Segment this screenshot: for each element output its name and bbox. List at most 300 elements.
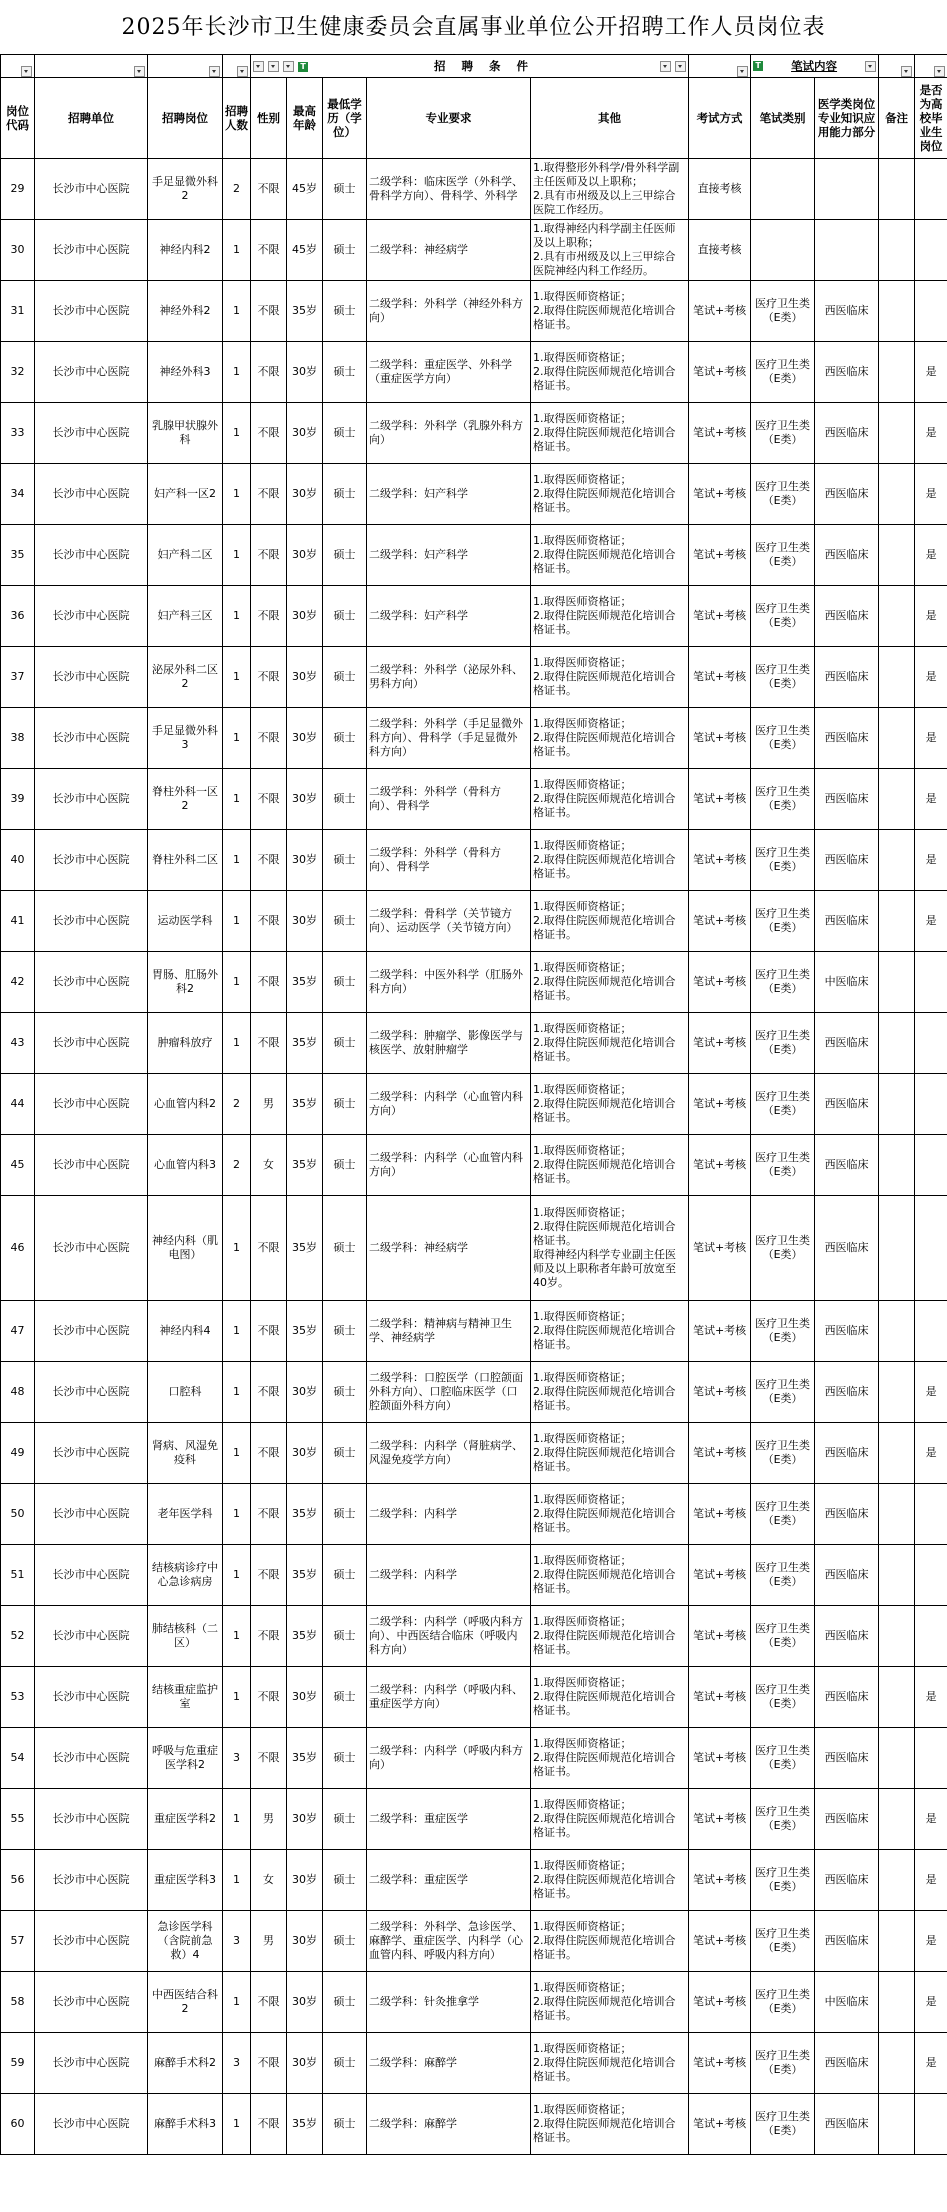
cell-post: 麻醉手术科2	[148, 2033, 223, 2094]
cell-exam-method: 笔试+考核	[689, 586, 751, 647]
cell-gender: 不限	[251, 2094, 287, 2155]
dropdown-icon[interactable]	[934, 66, 945, 77]
cell-exam-method: 笔试+考核	[689, 1423, 751, 1484]
cell-age: 35岁	[287, 1013, 323, 1074]
cell-code: 49	[1, 1423, 35, 1484]
cell-post: 急诊医学科（含院前急救）4	[148, 1911, 223, 1972]
cell-fresh-grad: 是	[915, 1911, 947, 1972]
dropdown-icon[interactable]	[134, 66, 145, 77]
col-header-degree: 最低学历（学位）	[323, 78, 367, 159]
cell-other: 1.取得医师资格证； 2.取得住院医师规范化培训合格证书。	[531, 1728, 689, 1789]
cell-written-type: 医疗卫生类（E类）	[751, 952, 815, 1013]
cell-post: 乳腺甲状腺外科	[148, 403, 223, 464]
cell-exam-method: 笔试+考核	[689, 1301, 751, 1362]
cell-age: 35岁	[287, 1196, 323, 1301]
cell-major: 二级学科：麻醉学	[367, 2094, 531, 2155]
cell-count: 2	[223, 1074, 251, 1135]
cell-gender: 不限	[251, 281, 287, 342]
cell-unit: 长沙市中心医院	[35, 1972, 148, 2033]
cell-gender: 不限	[251, 1545, 287, 1606]
cell-other: 1.取得医师资格证； 2.取得住院医师规范化培训合格证书。	[531, 952, 689, 1013]
cell-degree: 硕士	[323, 1196, 367, 1301]
cell-post: 肾病、风湿免疫科	[148, 1423, 223, 1484]
filter-cell-grad	[915, 55, 947, 78]
cell-written-type: 医疗卫生类（E类）	[751, 1135, 815, 1196]
cell-written-type	[751, 220, 815, 281]
dropdown-icon[interactable]	[268, 61, 279, 72]
cell-other: 1.取得医师资格证； 2.取得住院医师规范化培训合格证书。	[531, 708, 689, 769]
table-row	[1, 1423, 947, 1484]
cell-code: 36	[1, 586, 35, 647]
cell-gender: 不限	[251, 1301, 287, 1362]
cell-code: 35	[1, 525, 35, 586]
cell-degree: 硕士	[323, 1911, 367, 1972]
cell-remark	[879, 1301, 915, 1362]
cell-other: 1.取得医师资格证； 2.取得住院医师规范化培训合格证书。	[531, 1074, 689, 1135]
cell-fresh-grad: 是	[915, 464, 947, 525]
cell-remark	[879, 1545, 915, 1606]
cell-degree: 硕士	[323, 1972, 367, 2033]
table-row	[1, 1667, 947, 1728]
dropdown-icon[interactable]	[737, 66, 748, 77]
cell-count: 1	[223, 1789, 251, 1850]
cell-written-type: 医疗卫生类（E类）	[751, 281, 815, 342]
cell-medical-part: 西医临床	[815, 1789, 879, 1850]
cell-code: 53	[1, 1667, 35, 1728]
cell-degree: 硕士	[323, 464, 367, 525]
cell-fresh-grad	[915, 952, 947, 1013]
cell-count: 1	[223, 1545, 251, 1606]
col-header-post: 招聘岗位	[148, 78, 223, 159]
table-row	[1, 1606, 947, 1667]
cell-age: 30岁	[287, 891, 323, 952]
cell-code: 42	[1, 952, 35, 1013]
cell-written-type: 医疗卫生类（E类）	[751, 525, 815, 586]
filter-cell-unit	[35, 55, 148, 78]
cell-code: 47	[1, 1301, 35, 1362]
cell-exam-method: 直接考核	[689, 159, 751, 220]
cell-medical-part: 西医临床	[815, 1850, 879, 1911]
cell-unit: 长沙市中心医院	[35, 1728, 148, 1789]
cell-post: 神经内科2	[148, 220, 223, 281]
cell-count: 1	[223, 342, 251, 403]
cell-medical-part: 西医临床	[815, 1484, 879, 1545]
col-header-code: 岗位代码	[1, 78, 35, 159]
cell-fresh-grad: 是	[915, 525, 947, 586]
cell-written-type: 医疗卫生类（E类）	[751, 1013, 815, 1074]
cell-exam-method: 笔试+考核	[689, 1074, 751, 1135]
table-row	[1, 1362, 947, 1423]
cell-post: 神经外科2	[148, 281, 223, 342]
cell-medical-part: 西医临床	[815, 769, 879, 830]
cell-count: 2	[223, 159, 251, 220]
cell-major: 二级学科：外科学（泌尿外科、男科方向）	[367, 647, 531, 708]
cell-remark	[879, 647, 915, 708]
cell-count: 1	[223, 769, 251, 830]
cell-age: 35岁	[287, 1606, 323, 1667]
cell-post: 妇产科二区	[148, 525, 223, 586]
cell-fresh-grad: 是	[915, 891, 947, 952]
table-row	[1, 830, 947, 891]
cell-medical-part: 西医临床	[815, 1362, 879, 1423]
cell-gender: 不限	[251, 2033, 287, 2094]
cell-code: 39	[1, 769, 35, 830]
cell-unit: 长沙市中心医院	[35, 1196, 148, 1301]
group-header-conditions	[251, 55, 689, 78]
cell-degree: 硕士	[323, 1728, 367, 1789]
cell-written-type: 医疗卫生类（E类）	[751, 586, 815, 647]
cell-degree: 硕士	[323, 769, 367, 830]
cell-exam-method: 笔试+考核	[689, 403, 751, 464]
cell-other: 1.取得医师资格证； 2.取得住院医师规范化培训合格证书。	[531, 403, 689, 464]
cell-count: 1	[223, 1013, 251, 1074]
cell-gender: 不限	[251, 220, 287, 281]
filter-active-icon[interactable]: T	[298, 62, 308, 72]
cell-major: 二级学科：口腔医学（口腔颌面外科方向）、口腔临床医学（口腔颌面外科方向）	[367, 1362, 531, 1423]
dropdown-icon[interactable]	[901, 66, 912, 77]
table-row	[1, 159, 947, 220]
cell-unit: 长沙市中心医院	[35, 2094, 148, 2155]
cell-fresh-grad: 是	[915, 1972, 947, 2033]
cell-fresh-grad: 是	[915, 1850, 947, 1911]
cell-unit: 长沙市中心医院	[35, 1789, 148, 1850]
cell-exam-method: 笔试+考核	[689, 2033, 751, 2094]
filter-cell-post	[148, 55, 223, 78]
cell-remark	[879, 1196, 915, 1301]
cell-major: 二级学科：内科学（呼吸内科方向）、中西医结合临床（呼吸内科方向）	[367, 1606, 531, 1667]
cell-code: 30	[1, 220, 35, 281]
cell-count: 1	[223, 830, 251, 891]
cell-age: 30岁	[287, 1667, 323, 1728]
cell-degree: 硕士	[323, 2094, 367, 2155]
cell-degree: 硕士	[323, 1135, 367, 1196]
cell-remark	[879, 769, 915, 830]
table-row	[1, 1013, 947, 1074]
cell-other: 1.取得医师资格证； 2.取得住院医师规范化培训合格证书。	[531, 1362, 689, 1423]
cell-major: 二级学科：骨科学（关节镜方向）、运动医学（关节镜方向）	[367, 891, 531, 952]
cell-medical-part: 西医临床	[815, 1196, 879, 1301]
cell-gender: 不限	[251, 769, 287, 830]
cell-medical-part: 西医临床	[815, 1423, 879, 1484]
cell-other: 1.取得医师资格证； 2.取得住院医师规范化培训合格证书。	[531, 2094, 689, 2155]
column-header-row	[1, 78, 947, 159]
cell-degree: 硕士	[323, 952, 367, 1013]
table-row	[1, 342, 947, 403]
cell-unit: 长沙市中心医院	[35, 1362, 148, 1423]
cell-fresh-grad: 是	[915, 403, 947, 464]
cell-unit: 长沙市中心医院	[35, 1301, 148, 1362]
cell-unit: 长沙市中心医院	[35, 1911, 148, 1972]
cell-count: 1	[223, 1196, 251, 1301]
cell-other: 1.取得医师资格证； 2.取得住院医师规范化培训合格证书。	[531, 1301, 689, 1362]
cell-post: 重症医学科2	[148, 1789, 223, 1850]
cell-remark	[879, 1423, 915, 1484]
cell-major: 二级学科：麻醉学	[367, 2033, 531, 2094]
table-row	[1, 2094, 947, 2155]
cell-age: 30岁	[287, 1850, 323, 1911]
cell-remark	[879, 952, 915, 1013]
cell-exam-method: 笔试+考核	[689, 1362, 751, 1423]
cell-other: 1.取得医师资格证； 2.取得住院医师规范化培训合格证书。	[531, 830, 689, 891]
cell-unit: 长沙市中心医院	[35, 1074, 148, 1135]
cell-count: 1	[223, 281, 251, 342]
dropdown-icon[interactable]	[21, 66, 32, 77]
cell-medical-part: 西医临床	[815, 403, 879, 464]
cell-degree: 硕士	[323, 1013, 367, 1074]
table-row	[1, 708, 947, 769]
cell-post: 妇产科一区2	[148, 464, 223, 525]
cell-post: 结核病诊疗中心急诊病房	[148, 1545, 223, 1606]
cell-other: 1.取得医师资格证； 2.取得住院医师规范化培训合格证书。	[531, 2033, 689, 2094]
cell-gender: 不限	[251, 159, 287, 220]
cell-medical-part: 西医临床	[815, 1667, 879, 1728]
cell-other: 1.取得医师资格证； 2.取得住院医师规范化培训合格证书。	[531, 1789, 689, 1850]
cell-age: 45岁	[287, 220, 323, 281]
table-row	[1, 769, 947, 830]
cell-written-type: 医疗卫生类（E类）	[751, 2094, 815, 2155]
cell-medical-part	[815, 220, 879, 281]
cell-major: 二级学科：外科学（手足显微外科方向）、骨科学（手足显微外科方向）	[367, 708, 531, 769]
cell-unit: 长沙市中心医院	[35, 1135, 148, 1196]
dropdown-icon[interactable]	[253, 61, 264, 72]
cell-count: 1	[223, 1667, 251, 1728]
cell-major: 二级学科：重症医学	[367, 1850, 531, 1911]
cell-major: 二级学科：内科学	[367, 1484, 531, 1545]
cell-other: 1.取得医师资格证； 2.取得住院医师规范化培训合格证书。	[531, 1606, 689, 1667]
cell-remark	[879, 1074, 915, 1135]
cell-medical-part: 西医临床	[815, 342, 879, 403]
cell-age: 30岁	[287, 1362, 323, 1423]
cell-age: 30岁	[287, 647, 323, 708]
cell-medical-part: 西医临床	[815, 647, 879, 708]
cell-major: 二级学科：内科学（肾脏病学、风湿免疫学方向）	[367, 1423, 531, 1484]
cell-post: 运动医学科	[148, 891, 223, 952]
cell-other: 1.取得医师资格证； 2.取得住院医师规范化培训合格证书。	[531, 647, 689, 708]
cell-major: 二级学科：针灸推拿学	[367, 1972, 531, 2033]
cell-degree: 硕士	[323, 1074, 367, 1135]
cell-code: 54	[1, 1728, 35, 1789]
cell-exam-method: 笔试+考核	[689, 1911, 751, 1972]
cell-medical-part: 西医临床	[815, 1911, 879, 1972]
cell-gender: 男	[251, 1074, 287, 1135]
cell-degree: 硕士	[323, 1362, 367, 1423]
cell-medical-part: 西医临床	[815, 891, 879, 952]
cell-fresh-grad: 是	[915, 1667, 947, 1728]
cell-remark	[879, 586, 915, 647]
cell-medical-part: 西医临床	[815, 1545, 879, 1606]
cell-unit: 长沙市中心医院	[35, 2033, 148, 2094]
cell-exam-method: 笔试+考核	[689, 1196, 751, 1301]
cell-written-type: 医疗卫生类（E类）	[751, 647, 815, 708]
cell-unit: 长沙市中心医院	[35, 586, 148, 647]
cell-count: 1	[223, 586, 251, 647]
cell-major: 二级学科：重症医学、外科学（重症医学方向）	[367, 342, 531, 403]
col-header-unit: 招聘单位	[35, 78, 148, 159]
cell-fresh-grad	[915, 1301, 947, 1362]
table-row	[1, 220, 947, 281]
cell-written-type	[751, 159, 815, 220]
cell-post: 麻醉手术科3	[148, 2094, 223, 2155]
cell-medical-part: 西医临床	[815, 525, 879, 586]
cell-remark	[879, 1135, 915, 1196]
cell-fresh-grad: 是	[915, 586, 947, 647]
cell-count: 1	[223, 708, 251, 769]
cell-major: 二级学科：神经病学	[367, 220, 531, 281]
dropdown-icon[interactable]	[237, 66, 248, 77]
cell-exam-method: 笔试+考核	[689, 464, 751, 525]
cell-unit: 长沙市中心医院	[35, 1850, 148, 1911]
cell-exam-method: 笔试+考核	[689, 708, 751, 769]
cell-post: 重症医学科3	[148, 1850, 223, 1911]
cell-code: 57	[1, 1911, 35, 1972]
cell-count: 3	[223, 1728, 251, 1789]
cell-gender: 不限	[251, 830, 287, 891]
cell-exam-method: 笔试+考核	[689, 1850, 751, 1911]
cell-gender: 不限	[251, 1362, 287, 1423]
col-header-other: 其他	[531, 78, 689, 159]
cell-code: 50	[1, 1484, 35, 1545]
cell-code: 45	[1, 1135, 35, 1196]
cell-other: 1.取得医师资格证； 2.取得住院医师规范化培训合格证书。	[531, 1013, 689, 1074]
cell-major: 二级学科：内科学（呼吸内科方向）	[367, 1728, 531, 1789]
cell-count: 1	[223, 2094, 251, 2155]
cell-exam-method: 笔试+考核	[689, 1545, 751, 1606]
cell-code: 46	[1, 1196, 35, 1301]
table-row	[1, 586, 947, 647]
filter-active-icon[interactable]: T	[753, 61, 763, 71]
cell-gender: 不限	[251, 1423, 287, 1484]
cell-exam-method: 笔试+考核	[689, 2094, 751, 2155]
cell-post: 胃肠、肛肠外科2	[148, 952, 223, 1013]
cell-other: 1.取得医师资格证； 2.取得住院医师规范化培训合格证书。	[531, 586, 689, 647]
cell-age: 30岁	[287, 830, 323, 891]
cell-fresh-grad	[915, 1135, 947, 1196]
cell-count: 1	[223, 1606, 251, 1667]
cell-written-type: 医疗卫生类（E类）	[751, 1423, 815, 1484]
cell-major: 二级学科：内科学（心血管内科方向）	[367, 1074, 531, 1135]
cell-fresh-grad	[915, 220, 947, 281]
cell-post: 神经外科3	[148, 342, 223, 403]
dropdown-icon[interactable]	[675, 61, 686, 72]
cell-gender: 不限	[251, 1013, 287, 1074]
dropdown-icon[interactable]	[660, 61, 671, 72]
table-row	[1, 1728, 947, 1789]
cell-degree: 硕士	[323, 1423, 367, 1484]
table-row	[1, 2033, 947, 2094]
cell-post: 脊柱外科二区	[148, 830, 223, 891]
cell-remark	[879, 220, 915, 281]
cell-other: 1.取得医师资格证； 2.取得住院医师规范化培训合格证书。	[531, 769, 689, 830]
group-title-conditions: 招 聘 条 件	[434, 59, 535, 73]
cell-remark	[879, 1789, 915, 1850]
cell-unit: 长沙市中心医院	[35, 891, 148, 952]
cell-degree: 硕士	[323, 1606, 367, 1667]
cell-major: 二级学科：外科学、急诊医学、麻醉学、重症医学、内科学（心血管内科、呼吸内科方向）	[367, 1911, 531, 1972]
cell-gender: 不限	[251, 952, 287, 1013]
cell-other: 1.取得医师资格证； 2.取得住院医师规范化培训合格证书。	[531, 1484, 689, 1545]
cell-exam-method: 直接考核	[689, 220, 751, 281]
table-row	[1, 1911, 947, 1972]
dropdown-icon[interactable]	[209, 66, 220, 77]
cell-code: 37	[1, 647, 35, 708]
cell-gender: 不限	[251, 586, 287, 647]
cell-written-type: 医疗卫生类（E类）	[751, 342, 815, 403]
cell-age: 35岁	[287, 1728, 323, 1789]
cell-unit: 长沙市中心医院	[35, 1013, 148, 1074]
cell-medical-part: 西医临床	[815, 1074, 879, 1135]
cell-gender: 不限	[251, 1728, 287, 1789]
cell-remark	[879, 1972, 915, 2033]
filter-row	[1, 55, 947, 78]
cell-exam-method: 笔试+考核	[689, 830, 751, 891]
cell-fresh-grad	[915, 1545, 947, 1606]
cell-written-type: 医疗卫生类（E类）	[751, 769, 815, 830]
cell-age: 35岁	[287, 2094, 323, 2155]
cell-count: 1	[223, 952, 251, 1013]
cell-written-type: 医疗卫生类（E类）	[751, 1301, 815, 1362]
cell-degree: 硕士	[323, 586, 367, 647]
cell-other: 1.取得医师资格证； 2.取得住院医师规范化培训合格证书。	[531, 464, 689, 525]
table-row	[1, 525, 947, 586]
cell-code: 52	[1, 1606, 35, 1667]
table-row	[1, 891, 947, 952]
cell-major: 二级学科：临床医学（外科学、骨科学方向）、骨科学、外科学	[367, 159, 531, 220]
col-header-medical-part: 医学类岗位专业知识应用能力部分	[815, 78, 879, 159]
table-row	[1, 1074, 947, 1135]
table-row	[1, 403, 947, 464]
cell-medical-part: 西医临床	[815, 1301, 879, 1362]
cell-fresh-grad	[915, 2094, 947, 2155]
cell-exam-method: 笔试+考核	[689, 1728, 751, 1789]
cell-age: 30岁	[287, 2033, 323, 2094]
cell-code: 29	[1, 159, 35, 220]
col-header-written-type: 笔试类别	[751, 78, 815, 159]
cell-remark	[879, 1850, 915, 1911]
table-row	[1, 281, 947, 342]
cell-age: 35岁	[287, 1301, 323, 1362]
cell-remark	[879, 1728, 915, 1789]
cell-degree: 硕士	[323, 891, 367, 952]
cell-degree: 硕士	[323, 159, 367, 220]
cell-count: 1	[223, 1301, 251, 1362]
cell-gender: 男	[251, 1789, 287, 1850]
cell-post: 心血管内科3	[148, 1135, 223, 1196]
cell-other: 1.取得整形外科学/骨外科学副主任医师及以上职称； 2.具有市州级及以上三甲综合医院工作经历。	[531, 159, 689, 220]
cell-written-type: 医疗卫生类（E类）	[751, 1545, 815, 1606]
cell-major: 二级学科：精神病与精神卫生学、神经病学	[367, 1301, 531, 1362]
cell-count: 3	[223, 2033, 251, 2094]
cell-fresh-grad: 是	[915, 1789, 947, 1850]
cell-gender: 不限	[251, 708, 287, 769]
table-row	[1, 647, 947, 708]
cell-written-type: 医疗卫生类（E类）	[751, 2033, 815, 2094]
table-row	[1, 1545, 947, 1606]
cell-fresh-grad: 是	[915, 2033, 947, 2094]
cell-remark	[879, 342, 915, 403]
cell-degree: 硕士	[323, 281, 367, 342]
cell-medical-part: 西医临床	[815, 708, 879, 769]
table-row	[1, 1301, 947, 1362]
cell-code: 34	[1, 464, 35, 525]
cell-age: 45岁	[287, 159, 323, 220]
dropdown-icon[interactable]	[283, 61, 294, 72]
cell-count: 1	[223, 1972, 251, 2033]
dropdown-icon[interactable]	[865, 61, 876, 72]
cell-written-type: 医疗卫生类（E类）	[751, 1074, 815, 1135]
cell-degree: 硕士	[323, 830, 367, 891]
cell-medical-part: 中医临床	[815, 1972, 879, 2033]
cell-other: 1.取得医师资格证； 2.取得住院医师规范化培训合格证书。	[531, 1545, 689, 1606]
